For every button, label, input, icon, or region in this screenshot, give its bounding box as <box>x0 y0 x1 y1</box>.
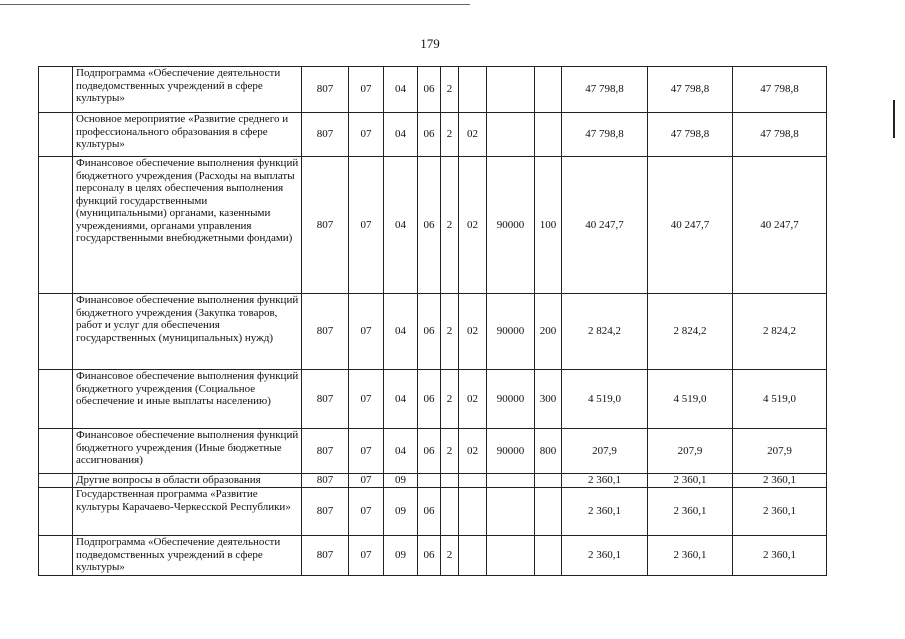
ministry-code: 807 <box>302 536 349 576</box>
subsection-code: 09 <box>384 536 418 576</box>
subsection-code: 04 <box>384 157 418 294</box>
budget-table <box>38 66 827 576</box>
ministry-code: 807 <box>302 67 349 113</box>
ministry-code: 807 <box>302 370 349 429</box>
ministry-code: 807 <box>302 488 349 536</box>
section-code: 07 <box>349 157 384 294</box>
amount-year-3: 2 824,2 <box>733 294 827 370</box>
subprogram-code: 2 <box>441 536 459 576</box>
direction-code: 90000 <box>487 157 535 294</box>
section-code: 07 <box>349 474 384 488</box>
direction-code <box>487 536 535 576</box>
table-row <box>39 474 827 488</box>
subsection-code: 04 <box>384 294 418 370</box>
expense-type-code: 800 <box>535 429 562 474</box>
amount-year-1: 2 360,1 <box>562 474 648 488</box>
amount-year-3: 40 247,7 <box>733 157 827 294</box>
activity-code <box>459 474 487 488</box>
blank-cell <box>39 157 73 294</box>
amount-year-3: 47 798,8 <box>733 113 827 157</box>
direction-code: 90000 <box>487 294 535 370</box>
subprogram-code <box>441 488 459 536</box>
program-code: 06 <box>418 488 441 536</box>
program-code: 06 <box>418 67 441 113</box>
amount-year-2: 207,9 <box>648 429 733 474</box>
ministry-code: 807 <box>302 113 349 157</box>
item-name: Подпрограмма «Обеспечение деятельности подведомственных учреждений в сфере культуры» <box>73 536 302 576</box>
amount-year-2: 47 798,8 <box>648 113 733 157</box>
activity-code <box>459 488 487 536</box>
program-code <box>418 474 441 488</box>
table-row <box>39 536 827 576</box>
activity-code: 02 <box>459 113 487 157</box>
section-code: 07 <box>349 113 384 157</box>
direction-code <box>487 113 535 157</box>
top-rule <box>0 4 470 5</box>
direction-code: 90000 <box>487 370 535 429</box>
activity-code: 02 <box>459 294 487 370</box>
program-code: 06 <box>418 429 441 474</box>
amount-year-1: 47 798,8 <box>562 113 648 157</box>
expense-type-code <box>535 536 562 576</box>
amount-year-1: 2 824,2 <box>562 294 648 370</box>
table-row <box>39 113 827 157</box>
program-code: 06 <box>418 536 441 576</box>
ministry-code: 807 <box>302 474 349 488</box>
amount-year-1: 47 798,8 <box>562 67 648 113</box>
amount-year-3: 2 360,1 <box>733 488 827 536</box>
blank-cell <box>39 370 73 429</box>
section-code: 07 <box>349 370 384 429</box>
program-code: 06 <box>418 294 441 370</box>
activity-code <box>459 536 487 576</box>
table-row <box>39 67 827 113</box>
section-code: 07 <box>349 488 384 536</box>
expense-type-code: 300 <box>535 370 562 429</box>
item-name: Государственная программа «Развитие культуры Карачаево-Черкесской Республики» <box>73 488 302 536</box>
item-name: Финансовое обеспечение выполнения функций бюджетного учреждения (Иные бюджетные ассигнования) <box>73 429 302 474</box>
blank-cell <box>39 113 73 157</box>
item-name: Финансовое обеспечение выполнения функций бюджетного учреждения (Социальное обеспечение и иные выплаты населению) <box>73 370 302 429</box>
amount-year-2: 47 798,8 <box>648 67 733 113</box>
item-name: Другие вопросы в области образования <box>73 474 302 488</box>
subprogram-code: 2 <box>441 370 459 429</box>
subprogram-code: 2 <box>441 113 459 157</box>
activity-code <box>459 67 487 113</box>
activity-code: 02 <box>459 429 487 474</box>
item-name: Финансовое обеспечение выполнения функций бюджетного учреждения (Расходы на выплаты персоналу в целях обеспечения выполнения функций государственными (муниципальными) органами, казенными учреждениями, органами управления государственными внебюджетными фондами) <box>73 157 302 294</box>
table-row <box>39 294 827 370</box>
subprogram-code: 2 <box>441 429 459 474</box>
ministry-code: 807 <box>302 429 349 474</box>
amount-year-2: 2 360,1 <box>648 474 733 488</box>
table-row <box>39 429 827 474</box>
amount-year-2: 4 519,0 <box>648 370 733 429</box>
section-code: 07 <box>349 536 384 576</box>
ministry-code: 807 <box>302 294 349 370</box>
item-name: Финансовое обеспечение выполнения функций бюджетного учреждения (Закупка товаров, работ и услуг для обеспечения государственных (муниципальных) нужд) <box>73 294 302 370</box>
direction-code <box>487 488 535 536</box>
expense-type-code <box>535 113 562 157</box>
amount-year-1: 207,9 <box>562 429 648 474</box>
blank-cell <box>39 429 73 474</box>
amount-year-3: 2 360,1 <box>733 474 827 488</box>
program-code: 06 <box>418 370 441 429</box>
program-code: 06 <box>418 113 441 157</box>
subsection-code: 09 <box>384 488 418 536</box>
amount-year-2: 2 360,1 <box>648 488 733 536</box>
subprogram-code: 2 <box>441 157 459 294</box>
amount-year-2: 40 247,7 <box>648 157 733 294</box>
table-row <box>39 370 827 429</box>
page-number: 179 <box>420 36 440 51</box>
expense-type-code: 100 <box>535 157 562 294</box>
subsection-code: 04 <box>384 67 418 113</box>
amount-year-2: 2 824,2 <box>648 294 733 370</box>
section-code: 07 <box>349 294 384 370</box>
amount-year-2: 2 360,1 <box>648 536 733 576</box>
blank-cell <box>39 67 73 113</box>
amount-year-1: 4 519,0 <box>562 370 648 429</box>
direction-code: 90000 <box>487 429 535 474</box>
item-name: Основное мероприятие «Развитие среднего и профессионального образования в сфере культуры» <box>73 113 302 157</box>
amount-year-3: 4 519,0 <box>733 370 827 429</box>
direction-code <box>487 67 535 113</box>
subsection-code: 04 <box>384 113 418 157</box>
expense-type-code: 200 <box>535 294 562 370</box>
section-code: 07 <box>349 429 384 474</box>
expense-type-code <box>535 488 562 536</box>
amount-year-1: 2 360,1 <box>562 536 648 576</box>
item-name: Подпрограмма «Обеспечение деятельности подведомственных учреждений в сфере культуры» <box>73 67 302 113</box>
direction-code <box>487 474 535 488</box>
subprogram-code <box>441 474 459 488</box>
amount-year-3: 207,9 <box>733 429 827 474</box>
subsection-code: 04 <box>384 429 418 474</box>
table-row <box>39 157 827 294</box>
expense-type-code <box>535 474 562 488</box>
blank-cell <box>39 536 73 576</box>
expense-type-code <box>535 67 562 113</box>
amount-year-3: 47 798,8 <box>733 67 827 113</box>
section-code: 07 <box>349 67 384 113</box>
activity-code: 02 <box>459 370 487 429</box>
margin-mark <box>893 100 895 138</box>
subsection-code: 04 <box>384 370 418 429</box>
ministry-code: 807 <box>302 157 349 294</box>
amount-year-1: 2 360,1 <box>562 488 648 536</box>
activity-code: 02 <box>459 157 487 294</box>
subprogram-code: 2 <box>441 294 459 370</box>
blank-cell <box>39 294 73 370</box>
subsection-code: 09 <box>384 474 418 488</box>
blank-cell <box>39 488 73 536</box>
program-code: 06 <box>418 157 441 294</box>
table-row <box>39 488 827 536</box>
subprogram-code: 2 <box>441 67 459 113</box>
blank-cell <box>39 474 73 488</box>
amount-year-3: 2 360,1 <box>733 536 827 576</box>
amount-year-1: 40 247,7 <box>562 157 648 294</box>
